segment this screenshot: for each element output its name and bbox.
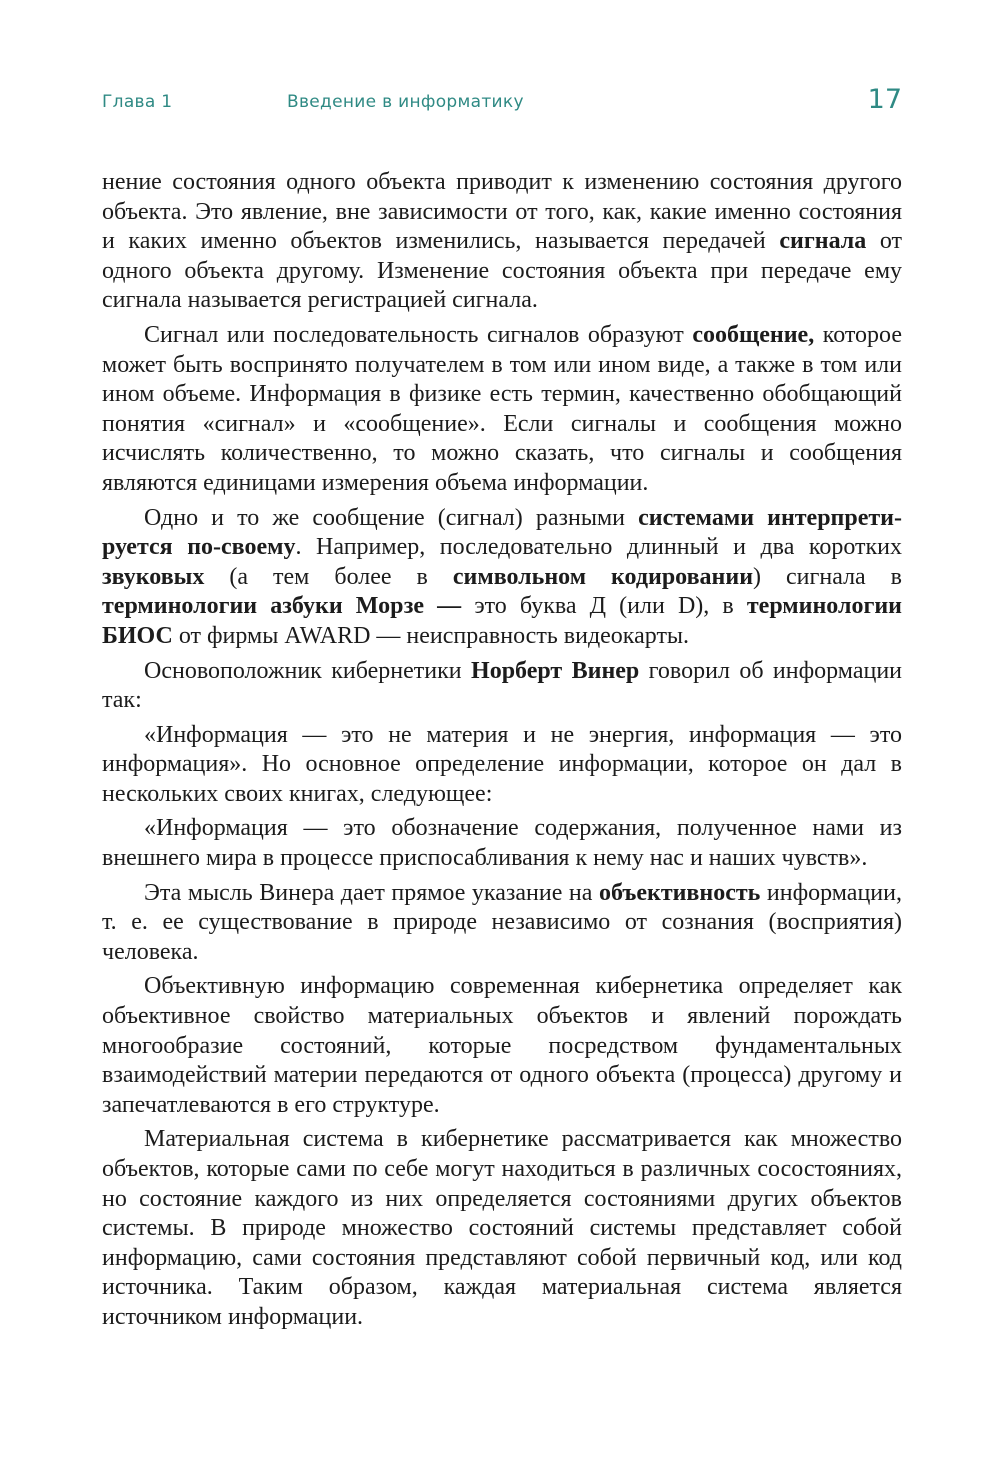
text-run: «Информация — это обозначение содержания, полученное нами из внешнего мира в процессе приспосабливания к нему нас и наших чувств». bbox=[102, 815, 902, 872]
paragraph-3 bbox=[102, 504, 902, 652]
section-title: Введение в информатику bbox=[287, 92, 524, 112]
bold-term: сообщение, bbox=[692, 321, 815, 348]
running-header bbox=[102, 84, 902, 124]
text-run: которое может быть воспринято получателем в том или ином виде, а также в том или ином объеме. Информация в физике есть термин, качественно обобщающий понятия «сигнал» и «сообщение». Если сигналы и сообщения можно исчислять количественно, то можно сказать, что сигналы и сообщения являются единицами измерения объема информации. bbox=[102, 321, 902, 496]
text-run: Одно и то же сообщение (сигнал) разными bbox=[144, 504, 639, 531]
paragraph-5 bbox=[102, 879, 902, 968]
bold-term: терминологии БИОС bbox=[102, 593, 903, 649]
text-run: информации, т. е. ее существование в природе независимо от сознания (восприятия) человека. bbox=[102, 879, 902, 965]
bold-term: звуковых bbox=[102, 563, 205, 590]
bold-term: объективность bbox=[598, 879, 761, 906]
text-run: от одного объекта другому. Изменение состояния объекта при передаче ему сигнала называется регистрацией сигнала. bbox=[102, 228, 902, 314]
bold-term: терминологии азбуки Морзе — bbox=[102, 593, 462, 620]
text-run: от фирмы AWARD — неисправность видеокарты. bbox=[172, 622, 690, 649]
bold-term: Норберт Винер bbox=[471, 657, 640, 684]
paragraph-4 bbox=[102, 657, 902, 716]
quote-paragraph-2 bbox=[102, 814, 902, 873]
text-run: Эта мысль Винера дает прямое указание на bbox=[144, 879, 599, 906]
quote-paragraph-1 bbox=[102, 721, 902, 810]
body-text bbox=[102, 168, 902, 1338]
paragraph-6 bbox=[102, 972, 902, 1120]
text-run: (а тем более в bbox=[204, 563, 453, 590]
text-run: говорил об информации так: bbox=[102, 657, 903, 714]
bold-term: системами интерпретируется по-своему bbox=[102, 504, 903, 561]
text-run: ) сигнала в bbox=[753, 563, 903, 590]
paragraph-1 bbox=[102, 168, 902, 316]
bold-term: символьном кодировании bbox=[452, 563, 754, 590]
text-run: Объективную информацию современная кибернетика определяет как объективное свойство материальных объектов и явлений порождать многообразие состояний, которые посредством фундаментальных взаимодействий материи передаются от одного объекта (процесса) другому и запечатлеваются в его структуре. bbox=[102, 973, 902, 1118]
chapter-label: Глава 1 bbox=[102, 92, 173, 112]
text-run: Основоположник кибернетики bbox=[144, 657, 472, 684]
text-run: Сигнал или последовательность сигналов образуют bbox=[144, 321, 693, 348]
text-run: «Информация — это не материя и не энергия, информация — это информация». Но основное определение информации, которое он дал в нескольких своих книгах, следующее: bbox=[102, 721, 902, 807]
paragraph-2 bbox=[102, 321, 902, 499]
text-run: Материальная система в кибернетике рассматривается как множество объектов, которые сами по себе могут находиться в различных сосостояниях, но состояние каждого из них определяется состояниями других объектов системы. В природе множество состояний системы представляет собой информацию, сами состояния представляют собой первичный код, или код источника. Таким образом, каждая материальная система является источником информации. bbox=[102, 1126, 902, 1330]
page-number: 17 bbox=[867, 84, 902, 115]
text-run: нение состояния одного объекта приводит к изменению состояния другого объекта. Это явление, вне зависимости от того, как, какие именно состояния и каких именно объектов изменились, называется передачей bbox=[102, 169, 902, 255]
paragraph-7 bbox=[102, 1125, 902, 1332]
text-run: . Например, последовательно длинный и два коротких bbox=[295, 534, 903, 561]
text-run: это буква Д (или D), в bbox=[461, 593, 747, 620]
bold-term: сигнала bbox=[779, 228, 867, 255]
